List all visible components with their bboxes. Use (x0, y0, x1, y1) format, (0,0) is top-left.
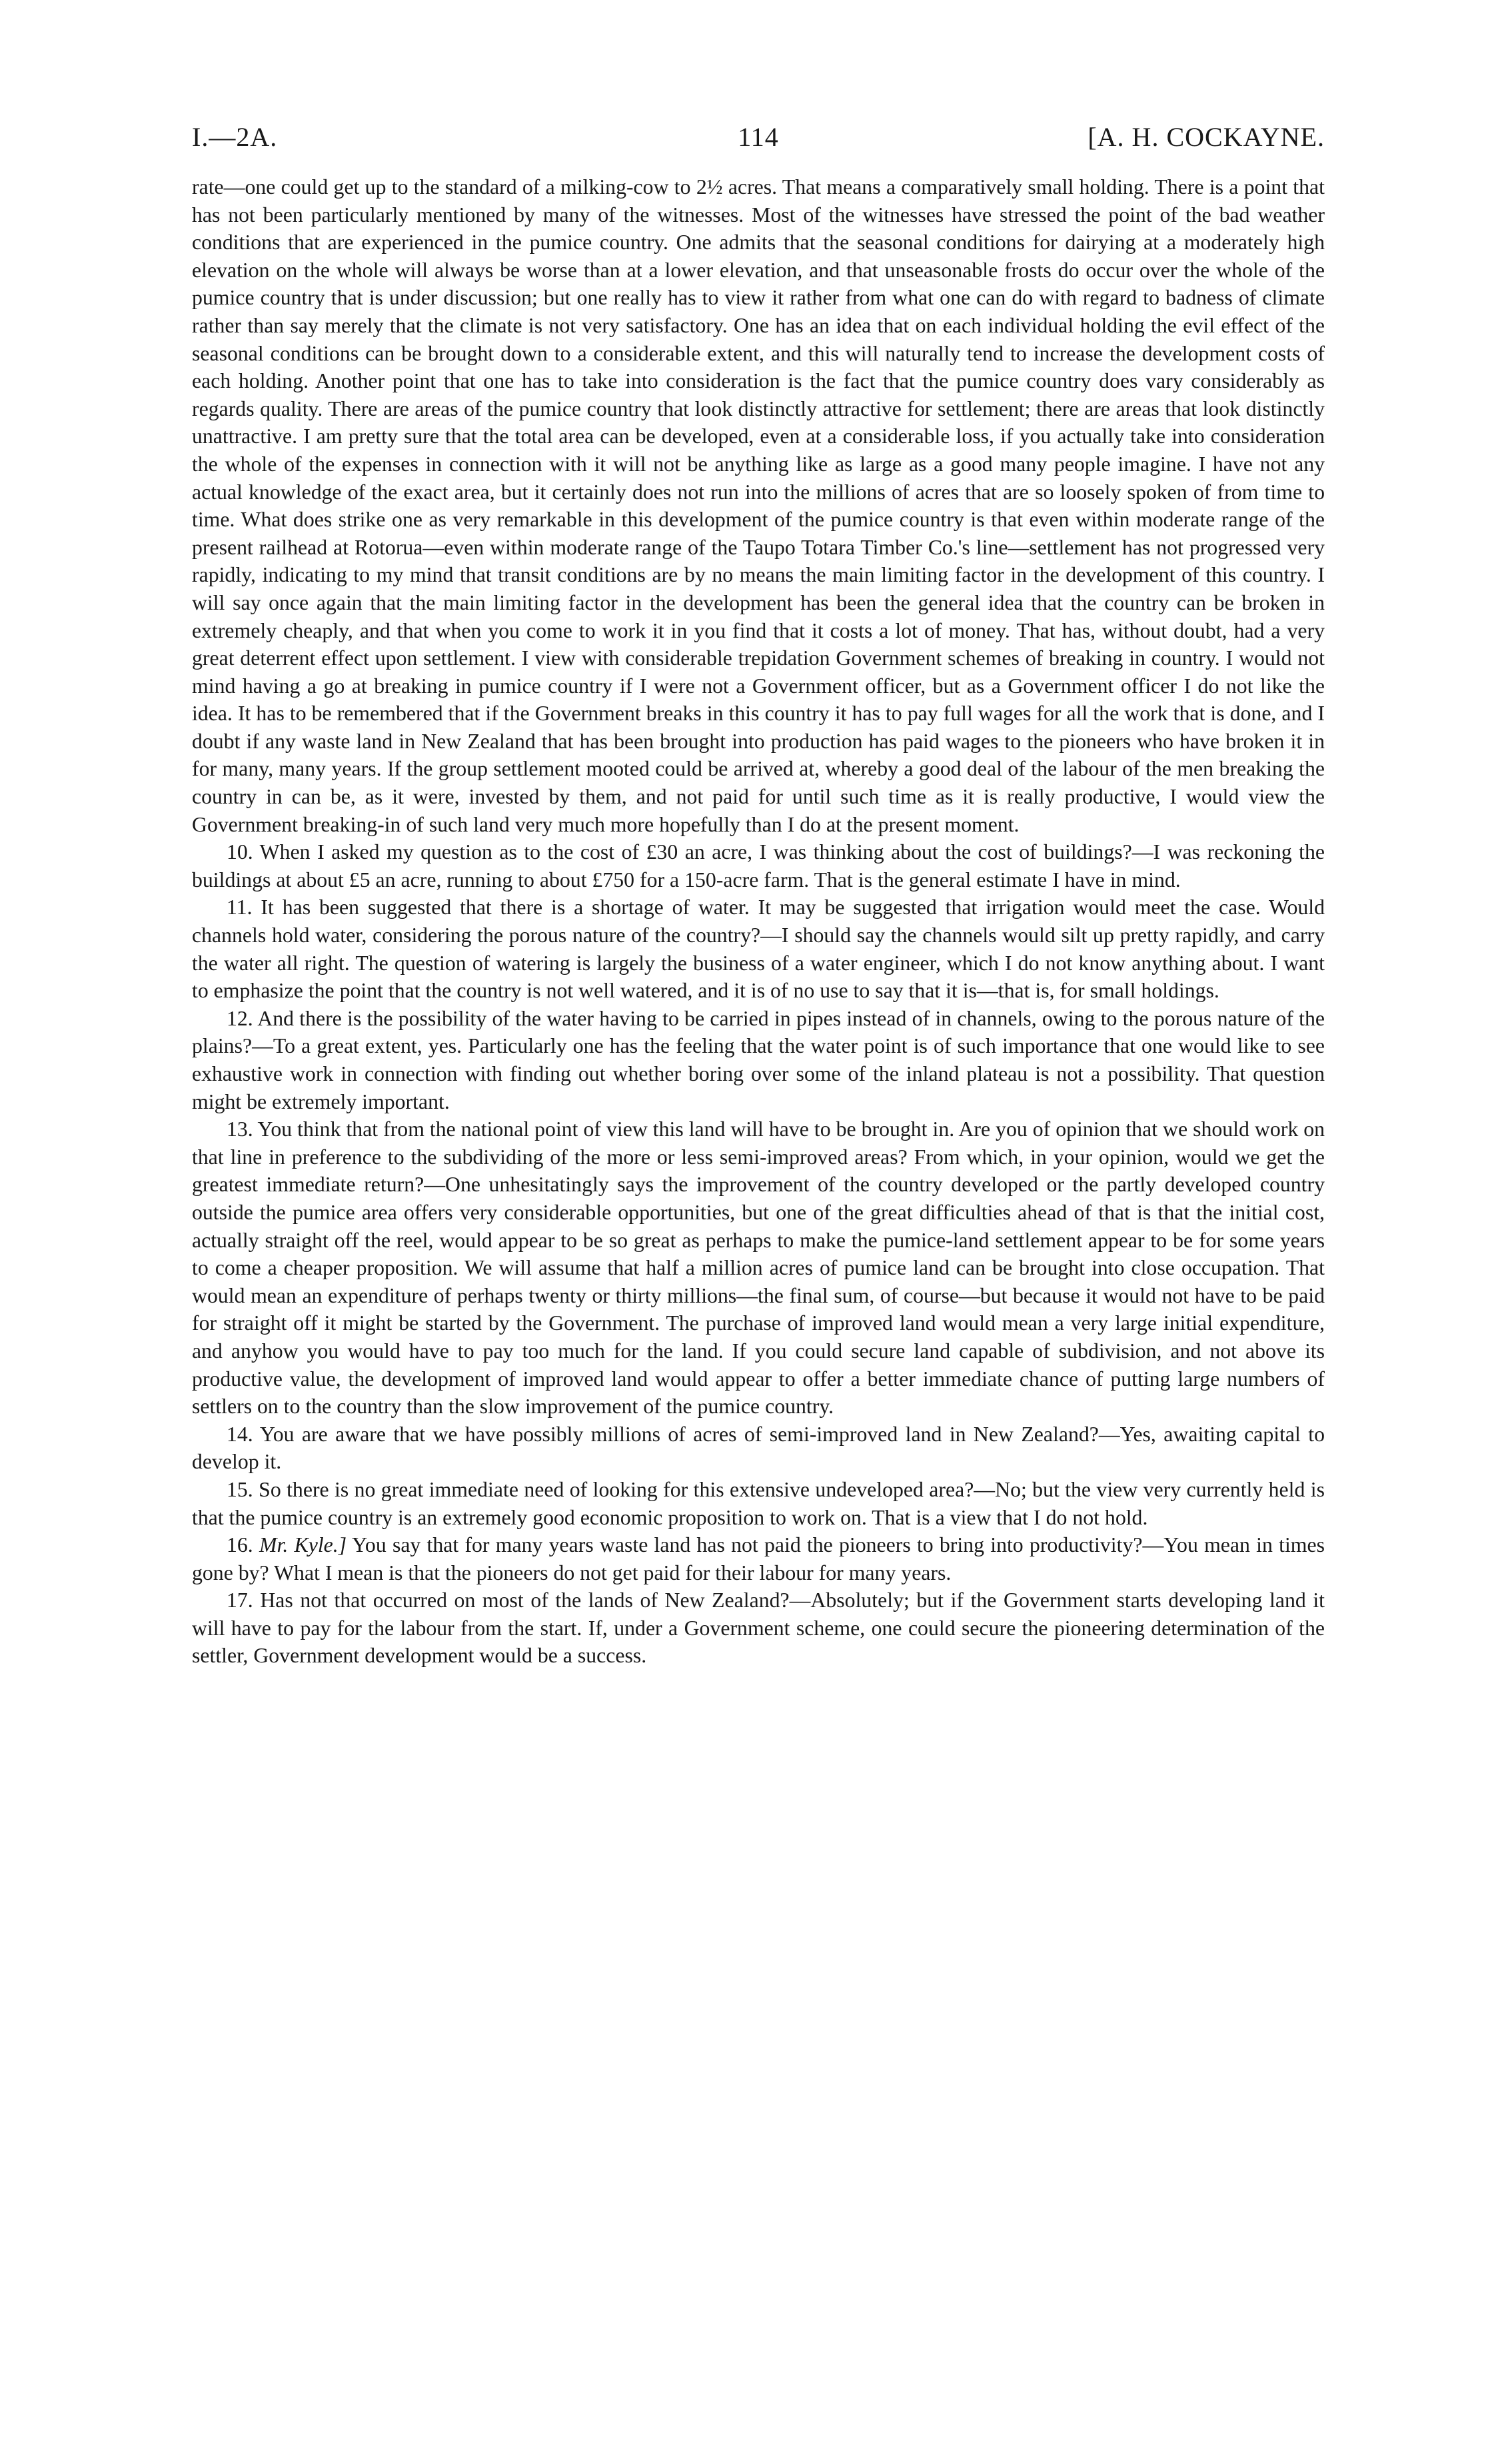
evidence-text (192, 173, 1325, 1670)
question-text: You say that for many years waste land has not paid the pioneers to bring into productivity?—You mean in times gone by? What I mean is that the pioneers do not get paid for their labour for many years. (192, 1533, 1325, 1584)
question-number: 16. (227, 1533, 253, 1557)
page (192, 121, 1325, 1670)
speaker-name: Mr. Kyle.] (259, 1533, 347, 1557)
paragraph: rate—one could get up to the standard of a milking-cow to 2½ acres. That means a comparatively small holding. There is a point that has not been particularly mentioned by many of the witnesses. Most of the witnesses have stressed the point of the bad weather conditions that are experienced in the pumice country. One admits that the seasonal conditions for dairying at a moderately high elevation on the whole will always be worse than at a lower elevation, and that unseasonable frosts do occur over the whole of the pumice country that is under discussion; but one really has to view it rather from what one can do with regard to badness of climate rather than say merely that the climate is not very satisfactory. One has an idea that on each individual holding the evil effect of the seasonal conditions can be brought down to a considerable extent, and this will naturally tend to increase the development costs of each holding. Another point that one has to take into consideration is the fact that the pumice country does vary considerably as regards quality. There are areas of the pumice country that look distinctly attractive for settlement; there are areas that look distinctly unattractive. I am pretty sure that the total area can be developed, even at a considerable loss, if you actually take into consideration the whole of the expenses in connection with it will not be anything like as large as a good many people imagine. I have not any actual knowledge of the exact area, but it certainly does not run into the millions of acres that are so loosely spoken of from time to time. What does strike one as very remarkable in this development of the pumice country is that even within moderate range of the present railhead at Rotorua—even within moderate range of the Taupo Totara Timber Co.'s line—settlement has not progressed very rapidly, indicating to my mind that transit conditions are by no means the main limiting factor in the development of this country. I will say once again that the main limiting factor in the development has been the general idea that the country can be broken in extremely cheaply, and that when you come to work it in you find that it costs a lot of money. That has, without doubt, had a very great deterrent effect upon settlement. I view with considerable trepidation Government schemes of breaking in country. I would not mind having a go at breaking in pumice country if I were not a Government officer, but as a Government officer I do not like the idea. It has to be remembered that if the Government breaks in this country it has to pay full wages for all the work that is done, and I doubt if any waste land in New Zealand that has been brought into production has paid wages to the pioneers who have broken it in for many, many years. If the group settlement mooted could be arrived at, whereby a good deal of the labour of the men breaking the country in can be, as it were, invested by them, and not paid for until such time as it is really productive, I would view the Government breaking-in of such land very much more hopefully than I do at the present moment. (192, 175, 1325, 836)
paper-reference: I.—2A. (192, 122, 278, 152)
question-15: 15. So there is no great immediate need of looking for this extensive undeveloped area?—No; but the view very currently held is that the pumice country is an extremely good economic proposition to work on. That is a view that I do not hold. (192, 1477, 1325, 1529)
running-head (192, 121, 1325, 161)
question-11: 11. It has been suggested that there is a shortage of water. It may be suggested that irrigation would meet the case. Would channels hold water, considering the porous nature of the country?—I should say the channels would silt up pretty rapidly, and carry the water all right. The question of watering is largely the business of a water engineer, which I do not know anything about. I want to emphasize the point that the country is not well watered, and it is of no use to say that it is—that is, for small holdings. (192, 896, 1325, 1003)
question-12: 12. And there is the possibility of the water having to be carried in pipes instead of in channels, owing to the porous nature of the plains?—To a great extent, yes. Particularly one has the feeling that the water point is of such importance that one would like to see exhaustive work in connection with finding out whether boring over some of the inland plateau is not a possibility. That question might be extremely important. (192, 1006, 1325, 1113)
witness-name: [A. H. COCKAYNE. (1088, 122, 1325, 152)
question-10: 10. When I asked my question as to the cost of £30 an acre, I was thinking about the cost of buildings?—I was reckoning the buildings at about £5 an acre, running to about £750 for a 150-acre farm. That is the general estimate I have in mind. (192, 840, 1325, 892)
question-16 (192, 1531, 1325, 1586)
page-number: 114 (738, 122, 779, 152)
question-14: 14. You are aware that we have possibly millions of acres of semi-improved land in New Zealand?—Yes, awaiting capital to develop it. (192, 1422, 1325, 1474)
question-13: 13. You think that from the national point of view this land will have to be brought in. Are you of opinion that we should work on that line in preference to the subdividing of the more or less semi-improved areas? From which, in your opinion, would we get the greatest immediate return?—One unhesitatingly says the improvement of the country developed or the partly developed country outside the pumice area offers very considerable opportunities, but one of the great difficulties ahead of that is that the initial cost, actually straight off the reel, would appear to be so great as perhaps to make the pumice-land settlement appear to be for some years to come a cheaper proposition. We will assume that half a million acres of pumice land can be brought into close occupation. That would mean an expenditure of perhaps twenty or thirty millions—the final sum, of course—but because it would not have to be paid for straight off it might be started by the Government. The purchase of improved land would mean a very large initial expenditure, and anyhow you would have to pay too much for the land. If you could secure land capable of subdivision, and not above its productive value, the development of improved land would appear to offer a better immediate chance of putting large numbers of settlers on to the country than the slow improvement of the pumice country. (192, 1117, 1325, 1419)
question-17: 17. Has not that occurred on most of the lands of New Zealand?—Absolutely; but if the Government starts developing land it will have to pay for the labour from the start. If, under a Government scheme, one could secure the pioneering determination of the settler, Government development would be a success. (192, 1588, 1325, 1668)
